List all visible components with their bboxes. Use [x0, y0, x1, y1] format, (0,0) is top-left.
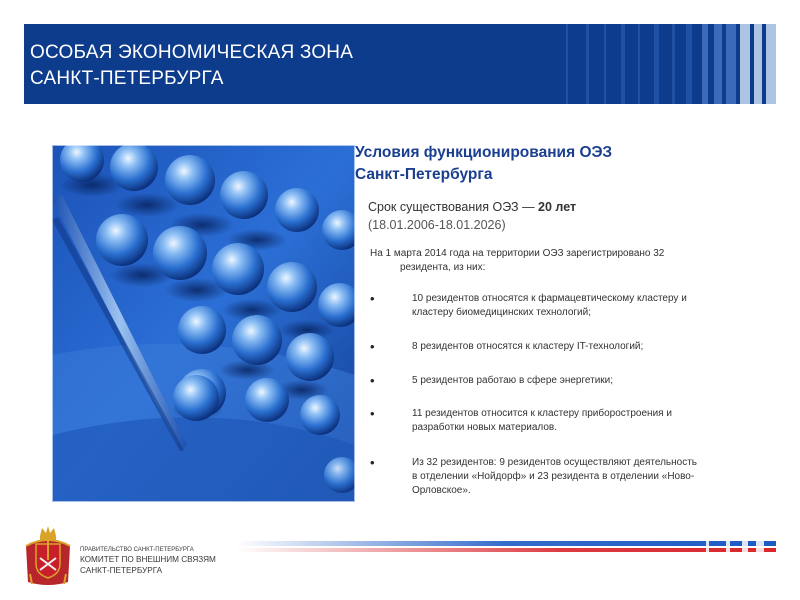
residents-intro [370, 247, 760, 275]
zone-term-line [368, 198, 768, 216]
list-item-text [412, 340, 762, 354]
list-item-line: кластеру биомедицинских технологий; [412, 307, 592, 318]
section-title [355, 142, 755, 186]
residents-intro-line2: резидента, из них: [400, 262, 486, 273]
zone-term-dates: (18.01.2006-18.01.2026) [368, 218, 506, 232]
bullet-marker: • [370, 455, 375, 470]
page-title [30, 40, 353, 92]
bullet-marker: • [370, 339, 375, 354]
zone-term-prefix: Срок существования ОЭЗ — [368, 200, 539, 214]
list-item-text [412, 456, 762, 498]
microscopy-spheres-image [52, 145, 355, 502]
header-banner [24, 24, 776, 104]
bullet-marker: • [370, 373, 375, 388]
zone-term [368, 198, 768, 234]
list-item-text [412, 292, 762, 320]
list-item-line: 10 резидентов относятся к фармацевтическому кластеру и [412, 293, 687, 304]
list-item-line: разработки новых материалов. [412, 422, 558, 433]
list-item-line: 8 резидентов относятся к кластеру IT-технологий; [412, 341, 644, 352]
page-title-line2: САНКТ-ПЕТЕРБУРГА [30, 68, 224, 89]
footer-org-small: ПРАВИТЕЛЬСТВО САНКТ-ПЕТЕРБУРГА [80, 547, 194, 553]
footer-stripes-decoration [236, 538, 776, 556]
section-title-line2: Санкт-Петербурга [355, 166, 493, 183]
footer-org-line2: САНКТ-ПЕТЕРБУРГА [80, 566, 163, 575]
section-title-line1: Условия функционирования ОЭЗ [355, 144, 613, 161]
list-item-line: 5 резидентов работаю в сфере энергетики; [412, 375, 614, 386]
list-item-text [412, 407, 762, 435]
list-item-line: Орловское». [412, 485, 471, 496]
footer-org-line1: КОМИТЕТ ПО ВНЕШНИМ СВЯЗЯМ [80, 555, 216, 564]
list-item-text [412, 374, 762, 388]
bullet-marker: • [370, 406, 375, 421]
zone-term-value: 20 лет [538, 200, 577, 214]
list-item-line: 11 резидентов относится к кластеру приборостроения и [412, 408, 672, 419]
header-stripes-decoration [526, 24, 776, 104]
footer-organization [80, 546, 216, 576]
list-item-line: Из 32 резидентов: 9 резидентов осуществляют деятельность [412, 457, 698, 468]
residents-intro-line1: На 1 марта 2014 года на территории ОЭЗ зарегистрировано 32 [370, 248, 665, 259]
page-title-line1: ОСОБАЯ ЭКОНОМИЧЕСКАЯ ЗОНА [30, 42, 354, 63]
list-item-line: в отделении «Нойдорф» и 23 резидента в отделении «Ново- [412, 471, 695, 482]
bullet-marker: • [370, 291, 375, 306]
coat-of-arms-icon [22, 524, 74, 588]
